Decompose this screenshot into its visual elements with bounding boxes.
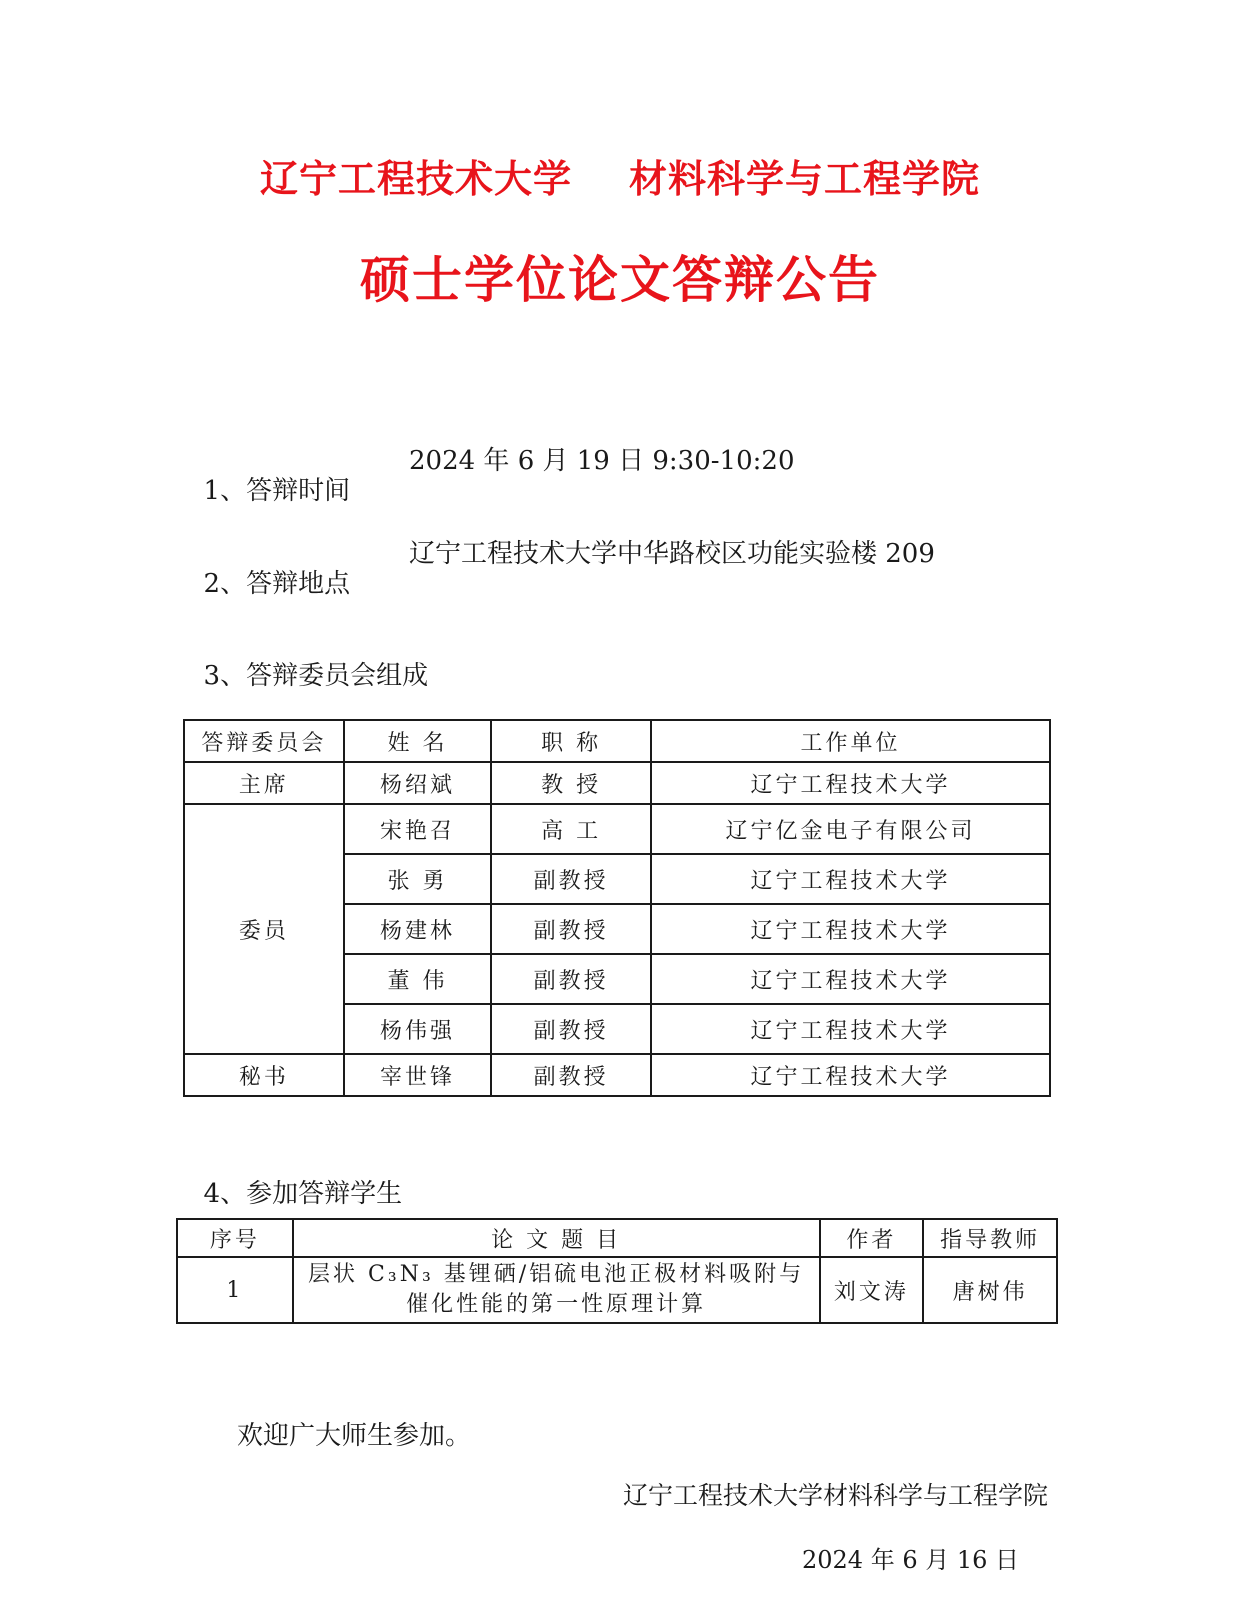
role-cell: 秘书	[184, 1054, 344, 1096]
table-header-cell: 姓 名	[344, 720, 492, 762]
table-header-cell: 序号	[177, 1219, 293, 1257]
name-cell: 张 勇	[344, 854, 492, 904]
name-cell: 杨伟强	[344, 1004, 492, 1054]
advisor-cell: 唐树伟	[923, 1257, 1057, 1323]
title-cell: 教 授	[491, 762, 651, 804]
unit-cell: 辽宁亿金电子有限公司	[651, 804, 1050, 854]
page-title: 硕士学位论文答辩公告	[360, 251, 880, 309]
table-header-cell: 指导教师	[923, 1219, 1057, 1257]
role-cell: 委员	[184, 804, 344, 1054]
section-label: 1、答辩时间	[203, 476, 351, 506]
section-students	[187, 1143, 402, 1210]
unit-cell: 辽宁工程技术大学	[651, 904, 1050, 954]
welcome-text: 欢迎广大师生参加。	[237, 1421, 472, 1451]
unit-cell: 辽宁工程技术大学	[651, 1054, 1050, 1096]
table-row	[177, 1257, 1057, 1323]
table-header-cell: 工作单位	[651, 720, 1050, 762]
table-row	[184, 1054, 1050, 1096]
section-value: 2024 年 6 月 19 日 9:30-10:20	[409, 446, 795, 476]
unit-cell: 辽宁工程技术大学	[651, 854, 1050, 904]
index-cell: 1	[177, 1257, 293, 1323]
signature-date: 2024 年 6 月 16 日	[802, 1546, 1020, 1574]
section-defense-time	[187, 440, 795, 537]
section-value: 辽宁工程技术大学中华路校区功能实验楼 209	[409, 539, 935, 569]
table-header-row	[177, 1219, 1057, 1257]
name-cell: 宋艳召	[344, 804, 492, 854]
section-defense-location	[187, 533, 935, 630]
table-header-cell: 答辩委员会	[184, 720, 344, 762]
table-header-cell: 职 称	[491, 720, 651, 762]
title-cell: 副教授	[491, 1054, 651, 1096]
unit-cell: 辽宁工程技术大学	[651, 762, 1050, 804]
table-header-cell: 论 文 题 目	[293, 1219, 820, 1257]
title-cell: 副教授	[491, 854, 651, 904]
unit-cell: 辽宁工程技术大学	[651, 1004, 1050, 1054]
title-cell: 副教授	[491, 904, 651, 954]
section-committee	[187, 625, 428, 692]
table-header-row	[184, 720, 1050, 762]
thesis-title-cell: 层状 C₃N₃ 基锂硒/铝硫电池正极材料吸附与催化性能的第一性原理计算	[293, 1257, 820, 1323]
table-row	[184, 804, 1050, 854]
author-cell: 刘文涛	[820, 1257, 924, 1323]
section-label: 2、答辩地点	[203, 569, 351, 599]
section-label: 4、参加答辩学生	[203, 1179, 403, 1209]
signer: 辽宁工程技术大学材料科学与工程学院	[622, 1481, 1048, 1510]
section-label: 3、答辩委员会组成	[203, 661, 429, 691]
title-cell: 副教授	[491, 1004, 651, 1054]
table-row	[184, 762, 1050, 804]
unit-cell: 辽宁工程技术大学	[651, 954, 1050, 1004]
table-header-cell: 作者	[820, 1219, 924, 1257]
name-cell: 董 伟	[344, 954, 492, 1004]
title-cell: 副教授	[491, 954, 651, 1004]
header-line-1: 辽宁工程技术大学 材料科学与工程学院	[260, 157, 980, 201]
name-cell: 杨建林	[344, 904, 492, 954]
name-cell: 杨绍斌	[344, 762, 492, 804]
committee-table	[183, 719, 1051, 1097]
role-cell: 主席	[184, 762, 344, 804]
title-cell: 高 工	[491, 804, 651, 854]
students-table	[176, 1218, 1058, 1324]
name-cell: 宰世锋	[344, 1054, 492, 1096]
